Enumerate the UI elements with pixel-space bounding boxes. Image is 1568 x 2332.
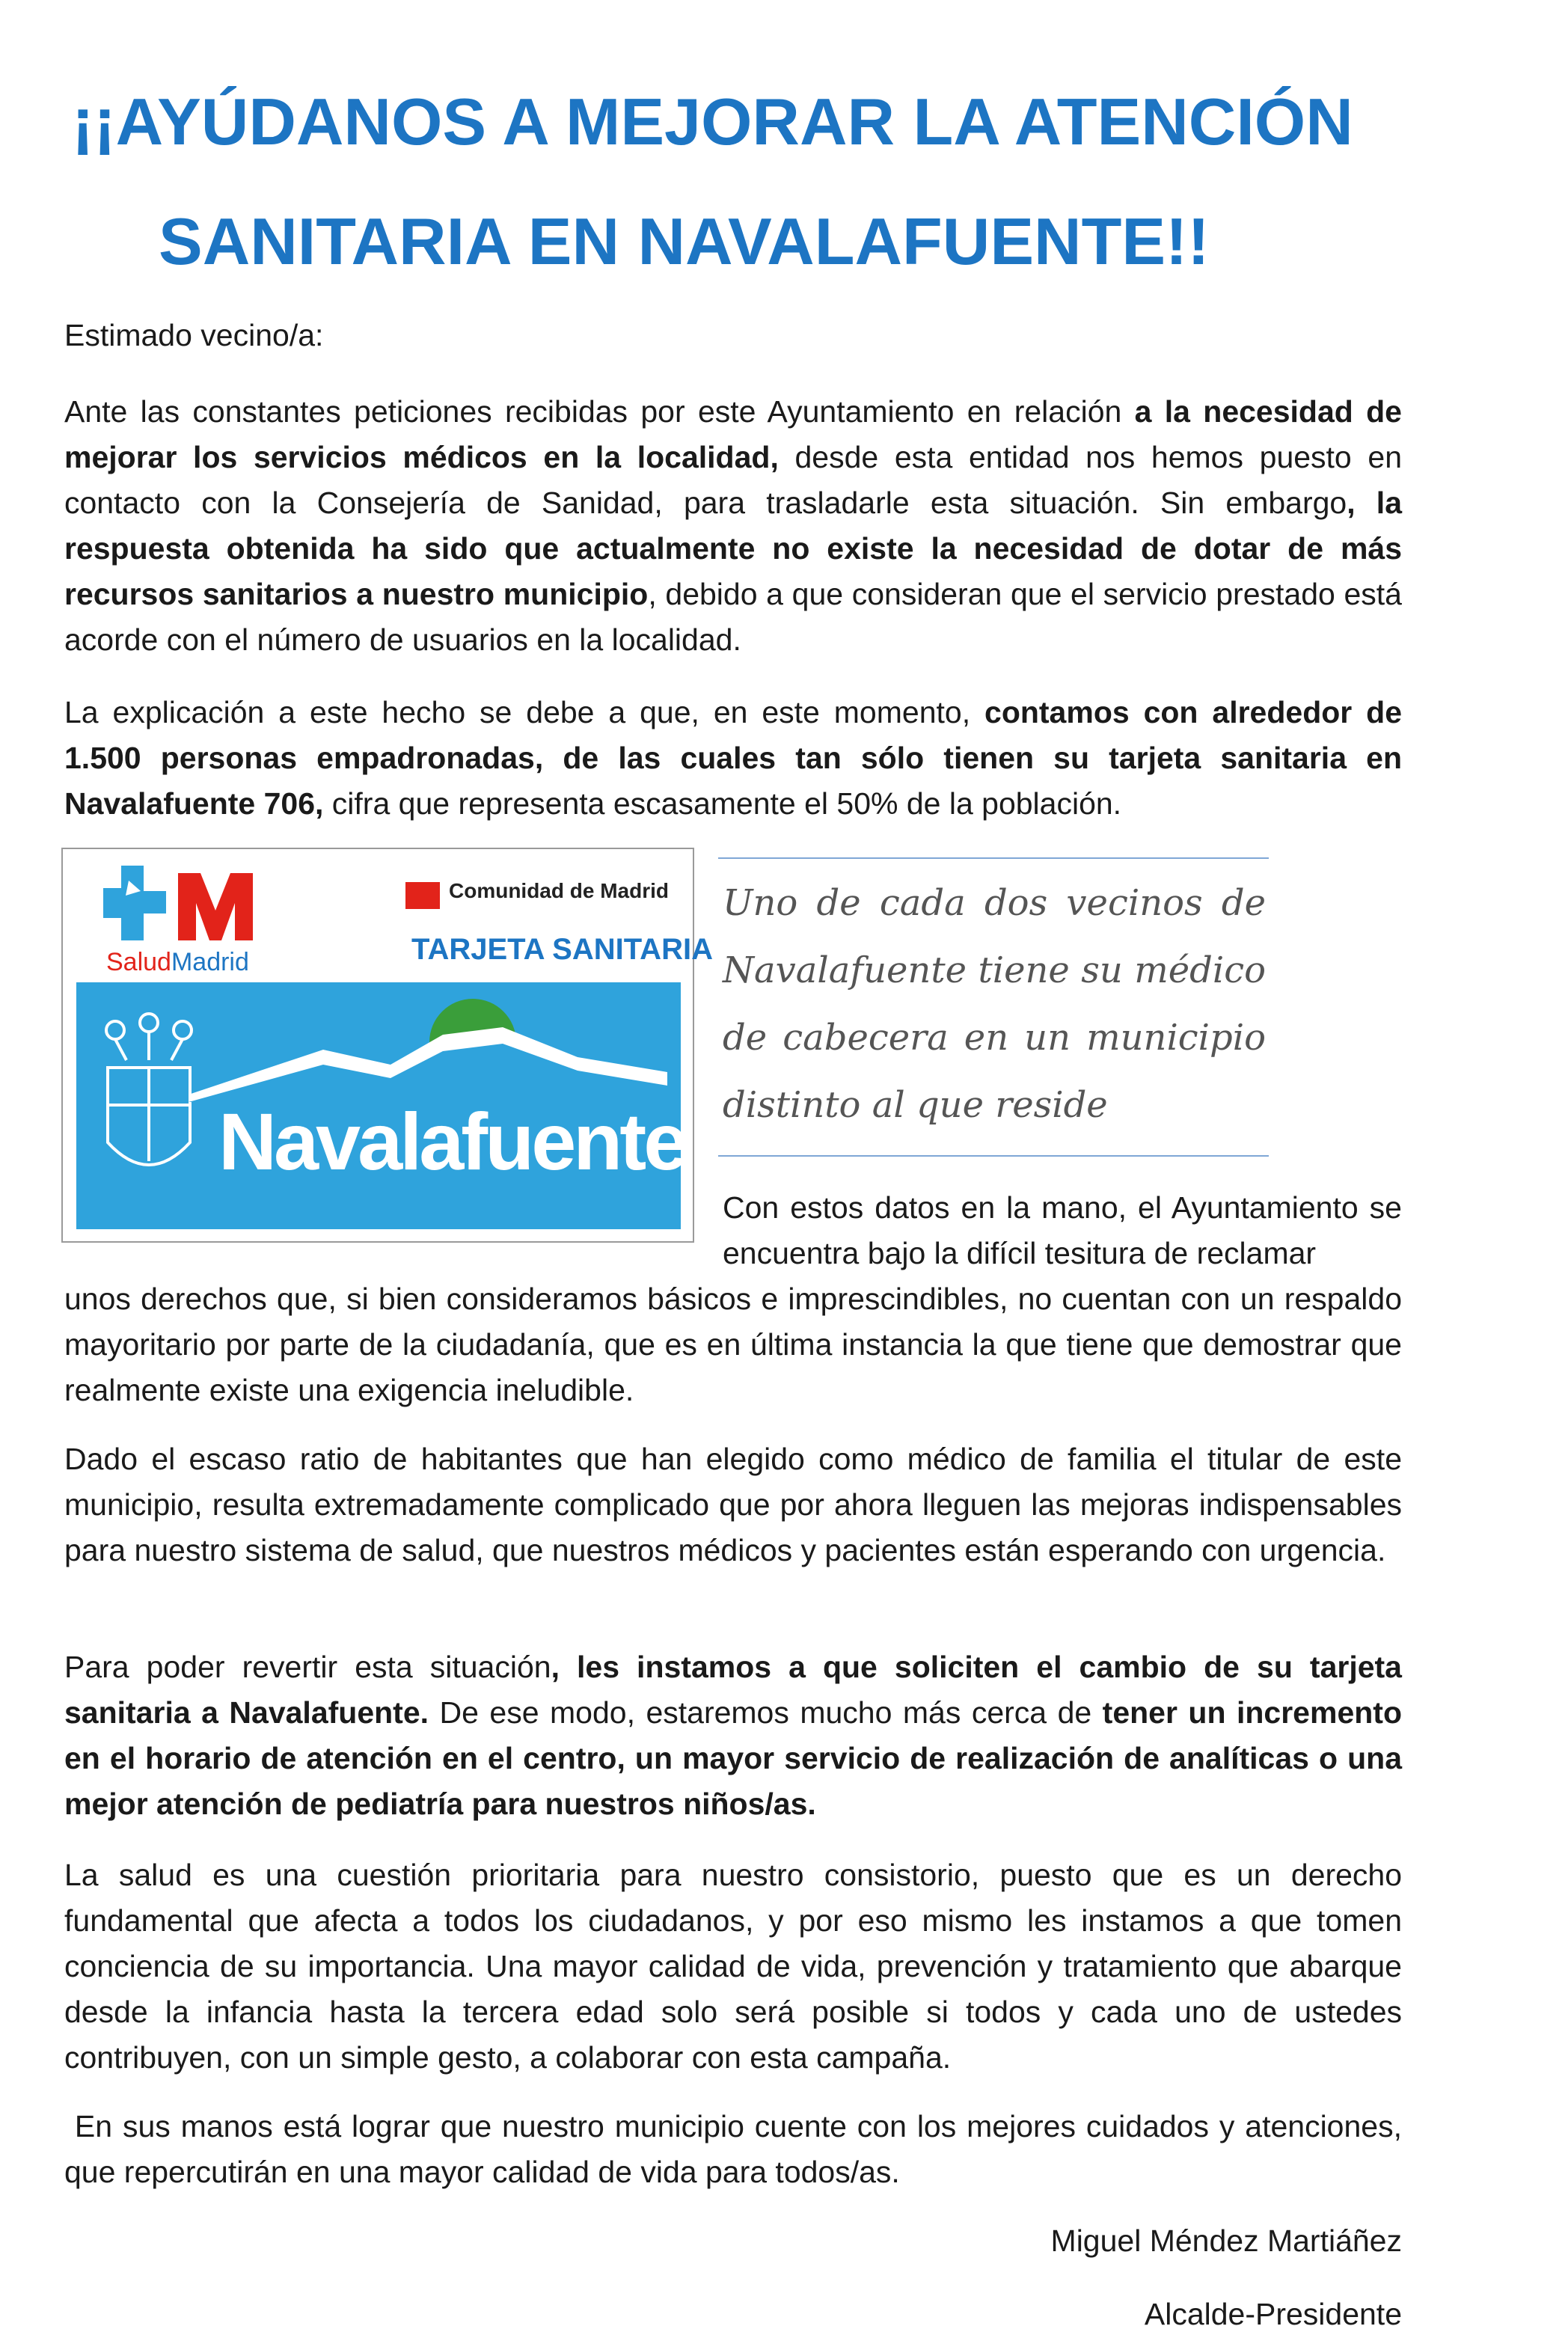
paragraph-6: La salud es una cuestión prioritaria para nuestro consistorio, puesto que es un derecho fundamental que afecta a todos los ciudadanos, y por eso mismo les instamos a que tomen conciencia de su importancia. Una mayor calidad de vida, prevención y tratamiento que abarque desde la infancia hasta la tercera edad solo será posible si todos y cada uno de ustedes contribuyen, con un simple gesto, a colaborar con esta campaña. <box>64 1858 1402 2075</box>
paragraph-3-continued: unos derechos que, si bien consideramos básicos e imprescindibles, no cuentan con un respaldo mayoritario por parte de la ciudadanía, que es en última instancia la que tiene que demostrar que realmente existe una exigencia ineludible. <box>64 1282 1402 1407</box>
page-title-line-1: ¡¡AYÚDANOS A MEJORAR LA ATENCIÓN <box>72 85 1353 159</box>
paragraph-5 <box>64 1644 1402 1827</box>
p1-run: Ante las constantes peticiones recibidas por este Ayuntamiento en relación <box>64 394 1135 429</box>
comunidad-madrid-flag-icon <box>405 882 440 909</box>
tarjeta-sanitaria-image <box>61 848 713 1243</box>
quote-divider-bottom <box>718 1155 1269 1157</box>
p5-run: De ese modo, estaremos mucho más cerca de <box>429 1695 1103 1730</box>
p5-run: Para poder revertir esta situación <box>64 1650 551 1684</box>
salud-madrid-logo-icon <box>103 866 268 948</box>
salud-madrid-label: SaludMadrid <box>106 948 249 976</box>
pull-quote: Uno de cada dos vecinos de Navalafuente tiene su médico de cabecera en un municipio distinto al que reside <box>723 882 1266 1126</box>
tarjeta-sanitaria-label: TARJETA SANITARIA <box>411 933 713 966</box>
p5-run: tener un incremento en el horario de atención en el centro, un mayor servicio de realización de analíticas o una mejor atención de pediatría para nuestros niños/as. <box>64 1695 1402 1821</box>
p1-run: desde esta entidad nos hemos puesto en contacto con la Consejería de Sanidad, para trasladarle esta situación. Sin embargo <box>64 440 1402 520</box>
quote-divider-top <box>718 857 1269 859</box>
signature-role: Alcalde-Presidente <box>1144 2297 1402 2331</box>
card-header <box>76 860 713 979</box>
signature-name: Miguel Méndez Martiáñez <box>1050 2224 1402 2258</box>
p2-run: cifra que representa escasamente el 50% de la población. <box>323 786 1122 821</box>
page-title-line-2: SANITARIA EN NAVALAFUENTE!! <box>159 204 1210 278</box>
paragraph-7: En sus manos está lograr que nuestro municipio cuente con los mejores cuidados y atenciones, que repercutirán en una mayor calidad de vida para todos/as. <box>64 2109 1411 2189</box>
p5-run: , les instamos a que soliciten el cambio de su tarjeta sanitaria a Navalafuente. <box>64 1650 1402 1730</box>
paragraph-4: Dado el escaso ratio de habitantes que han elegido como médico de familia el titular de este municipio, resulta extremadamente complicado que por ahora lleguen las mejoras indispensables para nuestro sistema de salud, que nuestros médicos y pacientes están esperando con urgencia. <box>64 1442 1402 1567</box>
paragraph-3-start: Con estos datos en la mano, el Ayuntamiento se encuentra bajo la difícil tesitura de reclamar <box>723 1190 1402 1270</box>
p2-run: La explicación a este hecho se debe a que, en este momento, <box>64 695 985 729</box>
greeting: Estimado vecino/a: <box>64 318 324 352</box>
town-name-logo: Navalafuente <box>218 1096 686 1187</box>
comunidad-madrid-label: Comunidad de Madrid <box>449 879 669 902</box>
paragraph-2 <box>64 690 1402 827</box>
mountain-logo-icon <box>189 982 667 1102</box>
paragraph-1 <box>64 389 1402 663</box>
p2-run: contamos con alrededor de 1.500 personas empadronadas, de las cuales tan sólo tienen su tarjeta sanitaria en Navalafuente 706, <box>64 695 1403 821</box>
p1-run: a la necesidad de mejorar los servicios médicos en la localidad, <box>64 394 1402 474</box>
card-town-banner <box>76 982 686 1229</box>
p1-run: , debido a que consideran que el servicio prestado está acorde con el número de usuarios en la localidad. <box>64 577 1402 657</box>
p1-run: , la respuesta obtenida ha sido que actualmente no existe la necesidad de dotar de más recursos sanitarios a nuestro municipio <box>64 486 1403 611</box>
